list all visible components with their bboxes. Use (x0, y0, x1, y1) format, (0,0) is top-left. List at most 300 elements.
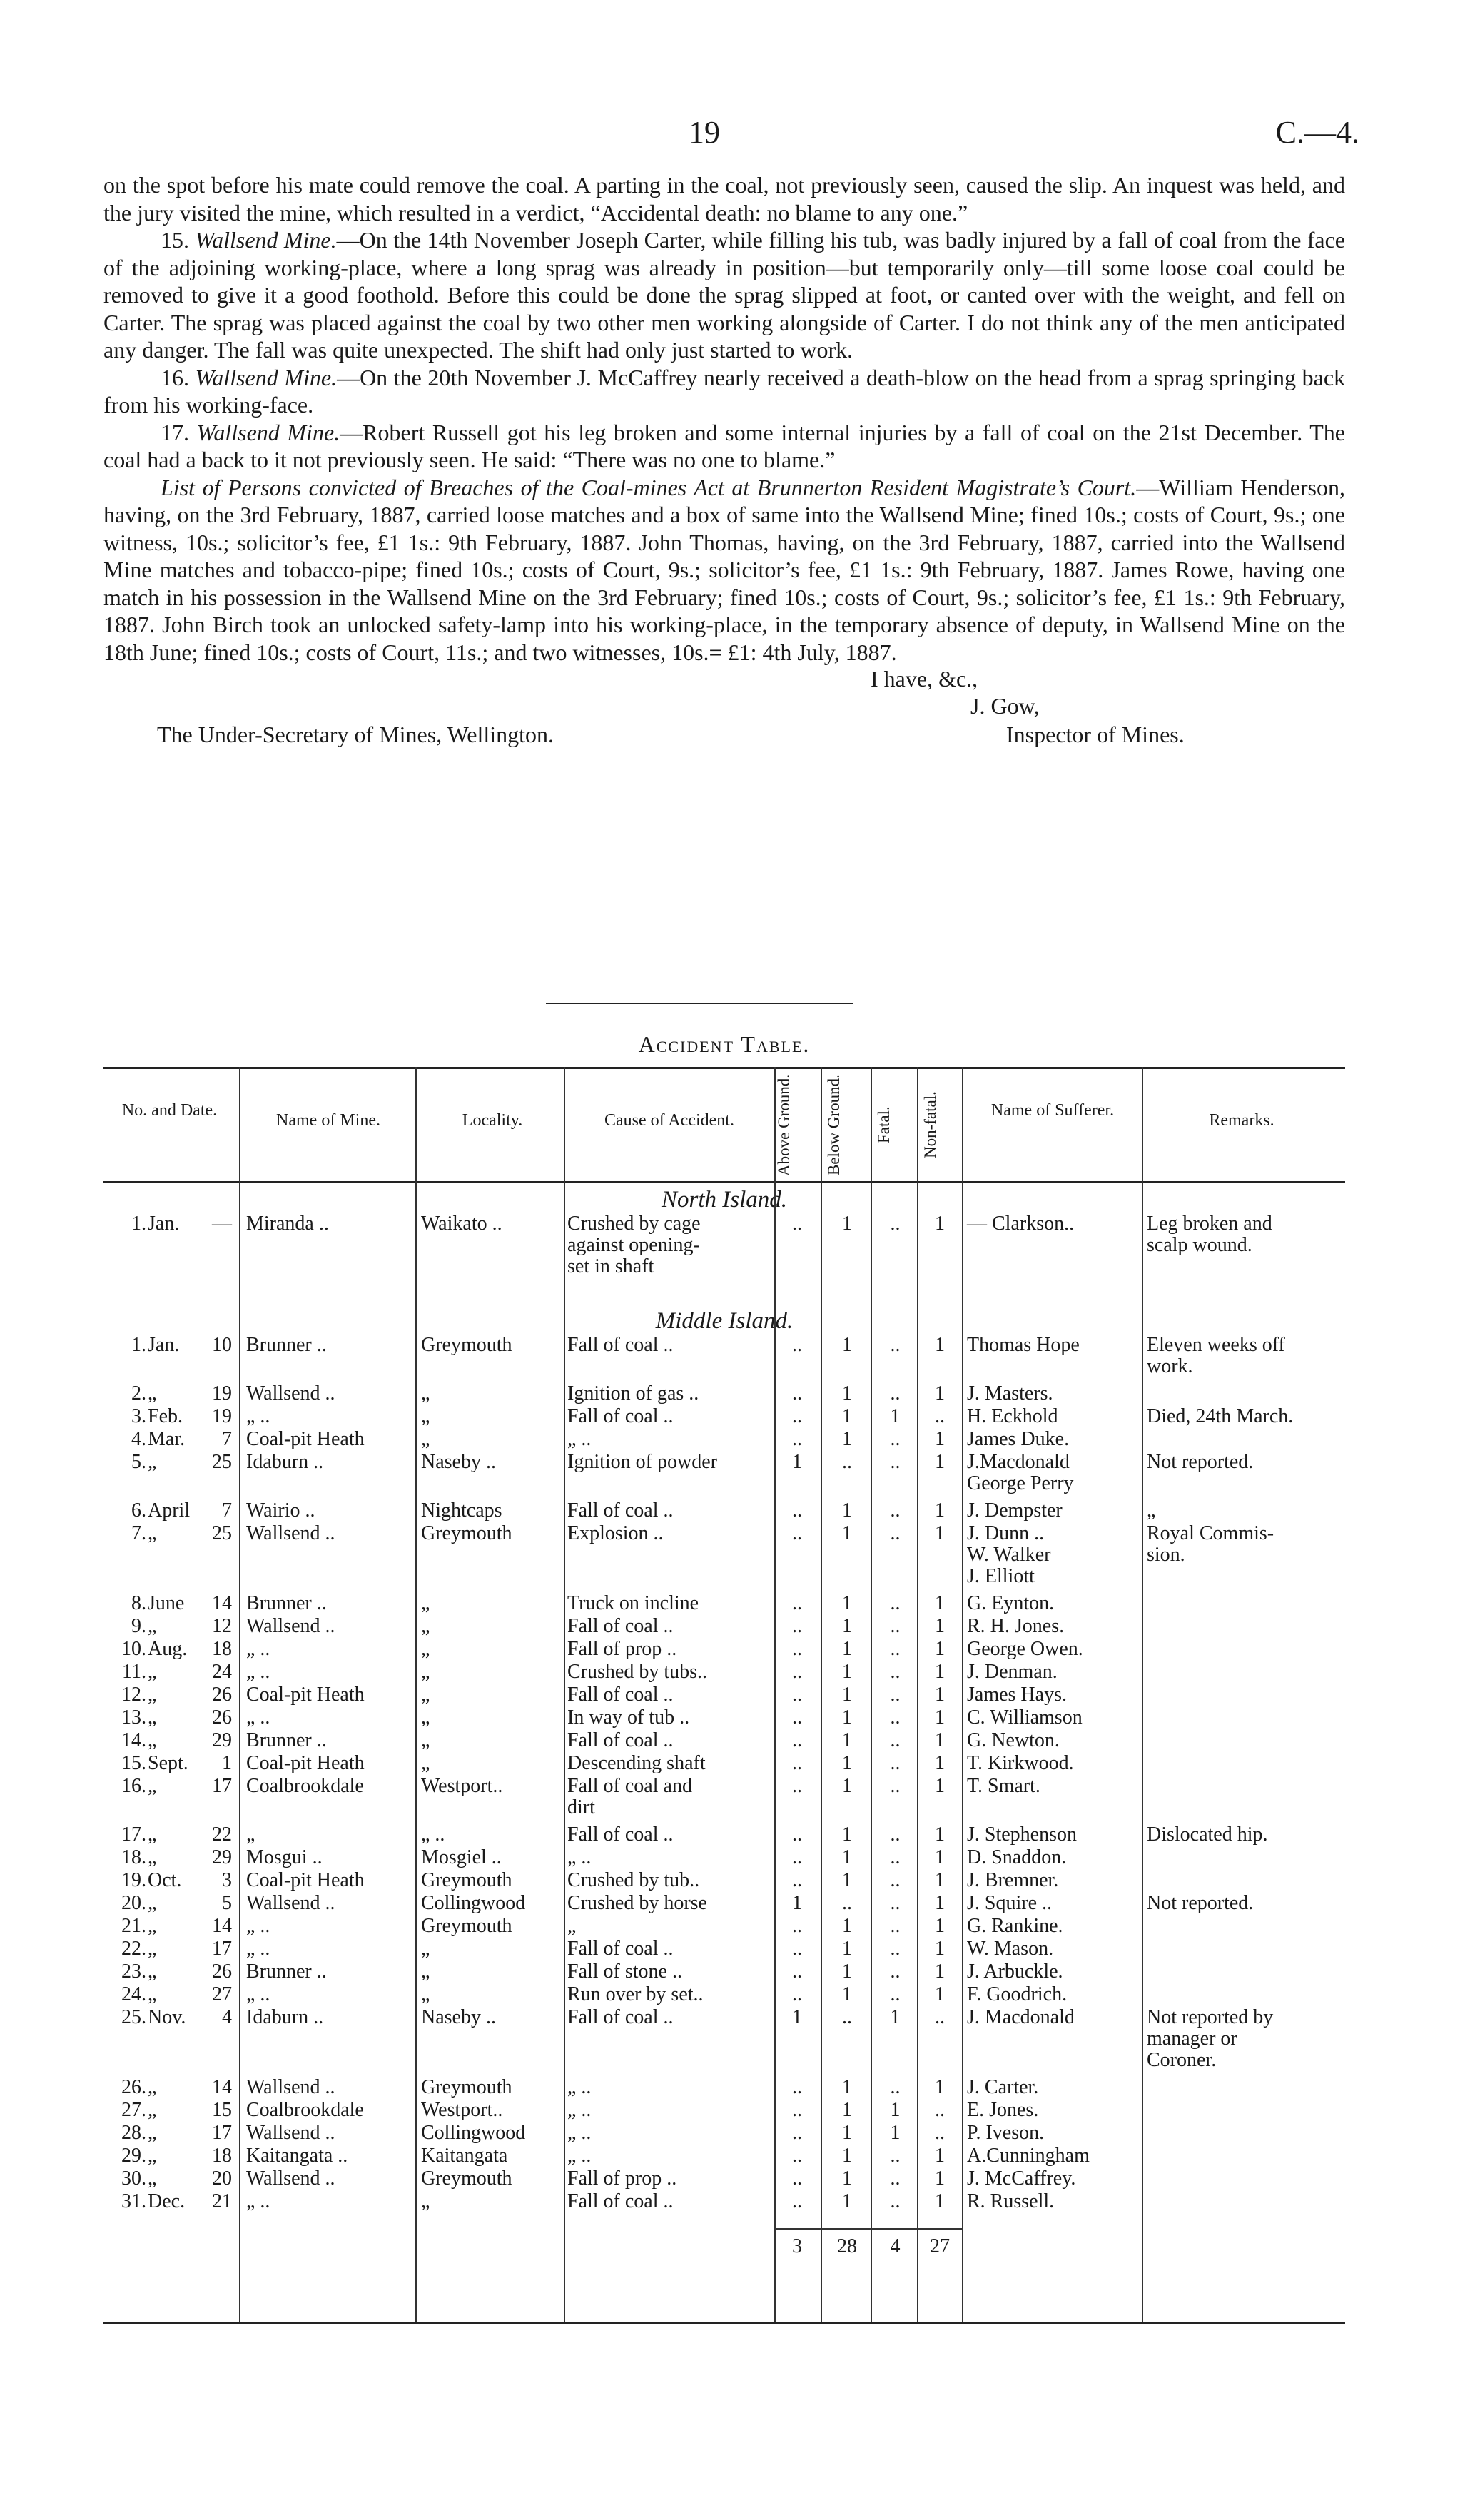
row-remarks: work. (1147, 1355, 1193, 1377)
row-above-ground: .. (792, 2076, 802, 2098)
row-cause: „ .. (567, 2145, 592, 2167)
row-non-fatal: 1 (935, 1522, 945, 1544)
row-mine: Wallsend .. (246, 1382, 335, 1405)
row-locality: „ (421, 1752, 430, 1774)
row-fatal: .. (890, 1661, 901, 1683)
header-mine: Name of Mine. (276, 1111, 380, 1130)
row-day: 17 (212, 2122, 232, 2144)
row-day: 22 (212, 1823, 232, 1846)
row-number: 13. (121, 1706, 146, 1729)
column-divider (821, 1067, 822, 2322)
row-cause: Explosion .. (567, 1522, 664, 1544)
row-above-ground: .. (792, 1915, 802, 1937)
row-non-fatal: .. (935, 2122, 945, 2144)
row-fatal: 1 (890, 2122, 901, 2144)
row-above-ground: .. (792, 1823, 802, 1846)
row-above-ground: .. (792, 1405, 802, 1427)
row-above-ground: .. (792, 1213, 802, 1235)
row-day: 15 (212, 2099, 232, 2121)
row-above-ground: .. (792, 1983, 802, 2005)
row-cause: dirt (567, 1796, 595, 1818)
row-day: 21 (212, 2190, 232, 2212)
row-fatal: .. (890, 1522, 901, 1544)
row-non-fatal: .. (935, 2006, 945, 2028)
row-below-ground: 1 (842, 1938, 852, 1960)
row-day: 1 (222, 1752, 232, 1774)
row-above-ground: .. (792, 2145, 802, 2167)
row-sufferer: G. Eynton. (967, 1592, 1055, 1614)
row-sufferer: J. Elliott (967, 1565, 1035, 1587)
header-below-ground: Below Ground. (825, 1074, 843, 1175)
row-non-fatal: 1 (935, 1706, 945, 1729)
row-non-fatal: 1 (935, 1638, 945, 1660)
row-cause: In way of tub .. (567, 1706, 690, 1729)
row-day: 19 (212, 1382, 232, 1405)
row-above-ground: .. (792, 1706, 802, 1729)
paragraph-lead: Wallsend Mine. (195, 364, 338, 390)
row-below-ground: 1 (842, 1499, 852, 1522)
row-month: „ (148, 1661, 157, 1683)
row-month: „ (148, 1382, 157, 1405)
row-day: 17 (212, 1938, 232, 1960)
row-sufferer: — Clarkson.. (967, 1213, 1075, 1235)
paragraph-lead: List of Persons convicted of Breaches of the Coal-mines Act at Brunnerton Resident Magistrate’s Court. (161, 474, 1137, 500)
row-fatal: .. (890, 1729, 901, 1751)
row-below-ground: 1 (842, 1869, 852, 1891)
row-sufferer: E. Jones. (967, 2099, 1039, 2121)
row-locality: Naseby .. (421, 2006, 496, 2028)
row-number: 5. (131, 1451, 146, 1473)
paragraph-text: —William Henderson, having, on the 3rd February, 1887, carried loose matches and a box of same into the Wallsend Mine; fined 10s.; costs of Court, 9s.; one witness, 10s.; solicitor’s fee, £1 1s.: 9th February, 1887. John Thomas, having, on the 3rd February, 1887, carried into the Wallsend Mine matches and tobacco-pipe; fined 10s.; costs of Court, 9s.; solicitor’s fee, £1 1s.: 9th February, 1887. James Rowe, having one match in his possession in the Wallsend Mine on the 3rd February; fined 10s.; costs of Court, 9s.; solicitor’s fee, £1 1s.: 9th February, 1887. John Birch took an unlocked safety-lamp into his working-place, in the temporary absence of deputy, in Wallsend Mine on the 18th June; fined 10s.; costs of Court, 11s.; and two witnesses, 10s.= £1: 4th July, 1887. (103, 474, 1346, 665)
row-day: 25 (212, 1451, 232, 1473)
row-fatal: .. (890, 1382, 901, 1405)
row-mine: Wallsend .. (246, 2122, 335, 2144)
paragraph-text: —On the 20th November J. McCaffrey nearly received a death-blow on the head from a sprag springing back from his working-face. (103, 364, 1346, 418)
row-number: 21. (121, 1915, 146, 1937)
row-mine: „ (246, 1823, 255, 1846)
row-number: 1. (131, 1213, 146, 1235)
row-cause: Descending shaft (567, 1752, 706, 1774)
row-fatal: .. (890, 2076, 901, 2098)
row-below-ground: 1 (842, 2076, 852, 2098)
row-remarks: Leg broken and (1147, 1213, 1272, 1235)
row-below-ground: 1 (842, 1752, 852, 1774)
row-day: 18 (212, 1638, 232, 1660)
header-cause: Cause of Accident. (604, 1111, 734, 1130)
row-number: 17. (121, 1823, 146, 1846)
row-non-fatal: 1 (935, 1869, 945, 1891)
row-number: 6. (131, 1499, 146, 1522)
row-month: „ (148, 1729, 157, 1751)
row-cause: Run over by set.. (567, 1983, 704, 2005)
row-below-ground: 1 (842, 1334, 852, 1356)
row-above-ground: .. (792, 1752, 802, 1774)
table-top-rule (103, 1067, 1345, 1069)
row-below-ground: .. (842, 2006, 852, 2028)
body-paragraph: 15. Wallsend Mine.—On the 14th November Joseph Carter, while filling his tub, was badly injured by a fall of coal from the face of the adjoining working-place, where a long sprag was already in position—but temporarily only—till some loose coal could be removed to give it a good foothold. Before this could be done the sprag slipped at foot, or canted over with the weight, and fell on Carter. The sprag was placed against the coal by two other men working alongside of Carter. I do not think any of the men anticipated any danger. The fall was quite unexpected. The shift had only just started to work. (103, 227, 1346, 363)
row-locality: „ (421, 1405, 430, 1427)
row-locality: Nightcaps (421, 1499, 502, 1522)
row-fatal: .. (890, 1706, 901, 1729)
column-divider (871, 1067, 872, 2322)
row-month: „ (148, 2122, 157, 2144)
row-cause: Fall of coal and (567, 1775, 692, 1797)
row-non-fatal: 1 (935, 1213, 945, 1235)
row-number: 16. (121, 1775, 146, 1797)
row-mine: Idaburn .. (246, 2006, 324, 2028)
row-cause: Truck on incline (567, 1592, 699, 1614)
row-below-ground: 1 (842, 1706, 852, 1729)
row-above-ground: .. (792, 1869, 802, 1891)
row-fatal: .. (890, 1428, 901, 1450)
section-north-island: North Island. (661, 1187, 788, 1213)
row-month: „ (148, 1522, 157, 1544)
addressee: The Under-Secretary of Mines, Wellington. (157, 722, 554, 747)
row-day: 29 (212, 1846, 232, 1868)
row-month: Jan. (148, 1213, 180, 1235)
column-divider (1142, 1067, 1143, 2322)
row-month: Nov. (148, 2006, 186, 2028)
row-cause: Fall of coal .. (567, 2190, 674, 2212)
row-day: 24 (212, 1661, 232, 1683)
row-number: 10. (121, 1638, 146, 1660)
row-locality: Westport.. (421, 2099, 503, 2121)
signatory-title: Inspector of Mines. (1006, 722, 1185, 747)
row-non-fatal: 1 (935, 1752, 945, 1774)
row-month: Aug. (148, 1638, 188, 1660)
row-month: „ (148, 1615, 157, 1637)
row-month: „ (148, 1983, 157, 2005)
row-cause: Fall of coal .. (567, 1938, 674, 1960)
row-day: 3 (222, 1869, 232, 1891)
row-locality: „ .. (421, 1823, 445, 1846)
row-day: 10 (212, 1334, 232, 1356)
row-fatal: .. (890, 1915, 901, 1937)
row-mine: „ .. (246, 1405, 270, 1427)
signature-block (103, 666, 1345, 766)
row-non-fatal: 1 (935, 1684, 945, 1706)
row-locality: Greymouth (421, 1869, 512, 1891)
row-month: „ (148, 1846, 157, 1868)
row-month: April (148, 1499, 191, 1522)
row-cause: Fall of coal .. (567, 2006, 674, 2028)
row-non-fatal: 1 (935, 1729, 945, 1751)
row-mine: Kaitangata .. (246, 2145, 348, 2167)
row-mine: „ .. (246, 1706, 270, 1729)
header-locality: Locality. (462, 1111, 523, 1130)
row-mine: Coal-pit Heath (246, 1869, 365, 1891)
row-locality: Kaitangata (421, 2145, 508, 2167)
signatory-name: J. Gow, (970, 693, 1040, 719)
row-above-ground: .. (792, 1428, 802, 1450)
row-sufferer: J. Bremner. (967, 1869, 1059, 1891)
row-locality: Greymouth (421, 1522, 512, 1544)
row-month: „ (148, 1706, 157, 1729)
row-above-ground: .. (792, 1499, 802, 1522)
row-mine: „ .. (246, 2190, 270, 2212)
row-day: 26 (212, 1960, 232, 1983)
table-header-rule (103, 1181, 1345, 1183)
row-cause: Crushed by horse (567, 1892, 707, 1914)
row-below-ground: 1 (842, 1846, 852, 1868)
row-number: 28. (121, 2122, 146, 2144)
row-above-ground: .. (792, 1522, 802, 1544)
row-non-fatal: 1 (935, 1592, 945, 1614)
row-remarks: Not reported. (1147, 1892, 1254, 1914)
row-month: „ (148, 1915, 157, 1937)
row-cause: Fall of coal .. (567, 1615, 674, 1637)
row-number: 22. (121, 1938, 146, 1960)
row-locality: Naseby .. (421, 1451, 496, 1473)
row-mine: Coalbrookdale (246, 1775, 364, 1797)
paragraph-lead: Wallsend Mine. (196, 419, 340, 445)
row-above-ground: .. (792, 1615, 802, 1637)
row-below-ground: 1 (842, 1615, 852, 1637)
row-mine: Coal-pit Heath (246, 1428, 365, 1450)
row-sufferer: Thomas Hope (967, 1334, 1080, 1356)
row-cause: „ .. (567, 1846, 592, 1868)
row-number: 4. (131, 1428, 146, 1450)
row-number: 12. (121, 1684, 146, 1706)
table-bottom-rule (103, 2322, 1345, 2324)
row-non-fatal: 1 (935, 1334, 945, 1356)
row-remarks: sion. (1147, 1544, 1185, 1566)
row-mine: Wallsend .. (246, 1892, 335, 1914)
row-locality: „ (421, 1638, 430, 1660)
row-above-ground: .. (792, 1684, 802, 1706)
row-fatal: .. (890, 1846, 901, 1868)
row-cause: Fall of prop .. (567, 1638, 677, 1660)
row-remarks: Coroner. (1147, 2049, 1217, 2071)
row-non-fatal: 1 (935, 1615, 945, 1637)
row-above-ground: 1 (792, 1451, 802, 1473)
header-sufferer: Name of Sufferer. (990, 1101, 1115, 1120)
row-non-fatal: .. (935, 2099, 945, 2121)
row-number: 23. (121, 1960, 146, 1983)
row-cause: Fall of coal .. (567, 1334, 674, 1356)
row-day: 14 (212, 1915, 232, 1937)
row-non-fatal: .. (935, 1405, 945, 1427)
row-locality: Mosgiel .. (421, 1846, 502, 1868)
row-below-ground: 1 (842, 1405, 852, 1427)
body-text (103, 171, 1345, 666)
row-above-ground: .. (792, 1382, 802, 1405)
row-month: „ (148, 2145, 157, 2167)
row-locality: Collingwood (421, 2122, 526, 2144)
row-number: 29. (121, 2145, 146, 2167)
row-remarks: manager or (1147, 2028, 1237, 2050)
row-number: 18. (121, 1846, 146, 1868)
closing: I have, &c., (871, 666, 978, 692)
header-non-fatal: Non-fatal. (921, 1091, 939, 1158)
row-fatal: .. (890, 1775, 901, 1797)
row-mine: „ .. (246, 1938, 270, 1960)
row-day: 20 (212, 2167, 232, 2190)
row-month: Oct. (148, 1869, 182, 1891)
table-title: Accident Table. (638, 1031, 811, 1057)
row-remarks: „ (1147, 1499, 1156, 1522)
row-locality: Greymouth (421, 1334, 512, 1356)
row-sufferer: P. Iveson. (967, 2122, 1045, 2144)
row-cause: „ .. (567, 1428, 592, 1450)
column-divider (564, 1067, 565, 2322)
row-above-ground: .. (792, 1938, 802, 1960)
row-non-fatal: 1 (935, 1451, 945, 1473)
row-below-ground: 1 (842, 1823, 852, 1846)
row-fatal: 1 (890, 1405, 901, 1427)
row-non-fatal: 1 (935, 2190, 945, 2212)
row-below-ground: 1 (842, 1638, 852, 1660)
row-day: 14 (212, 2076, 232, 2098)
row-cause: Crushed by tub.. (567, 1869, 700, 1891)
row-sufferer: R. H. Jones. (967, 1615, 1065, 1637)
total-below: 28 (837, 2235, 857, 2257)
row-sufferer: R. Russell. (967, 2190, 1055, 2212)
row-below-ground: 1 (842, 1213, 852, 1235)
row-above-ground: .. (792, 1846, 802, 1868)
row-number: 1. (131, 1334, 146, 1356)
row-sufferer: J. Arbuckle. (967, 1960, 1063, 1983)
row-cause: Fall of stone .. (567, 1960, 682, 1983)
row-number: 3. (131, 1405, 146, 1427)
row-fatal: .. (890, 1752, 901, 1774)
row-mine: Brunner .. (246, 1334, 327, 1356)
row-above-ground: .. (792, 1638, 802, 1660)
row-locality: Greymouth (421, 1915, 512, 1937)
row-mine: „ .. (246, 1915, 270, 1937)
row-number: 31. (121, 2190, 146, 2212)
row-below-ground: .. (842, 1451, 852, 1473)
row-locality: „ (421, 2190, 430, 2212)
row-mine: Mosgui .. (246, 1846, 323, 1868)
row-fatal: .. (890, 1615, 901, 1637)
body-paragraph (103, 474, 1345, 667)
row-fatal: .. (890, 2167, 901, 2190)
column-divider (962, 1067, 963, 2322)
row-above-ground: .. (792, 2099, 802, 2121)
row-mine: Coal-pit Heath (246, 1752, 365, 1774)
row-below-ground: 1 (842, 1775, 852, 1797)
row-number: 30. (121, 2167, 146, 2190)
row-fatal: .. (890, 1684, 901, 1706)
row-non-fatal: 1 (935, 1775, 945, 1797)
header-no-date: No. and Date. (121, 1101, 218, 1120)
row-locality: „ (421, 1661, 430, 1683)
document-reference: C.—4. (1275, 115, 1359, 150)
row-cause: Crushed by cage (567, 1213, 701, 1235)
row-number: 8. (131, 1592, 146, 1614)
row-locality: „ (421, 1382, 430, 1405)
row-sufferer: J. Masters. (967, 1382, 1053, 1405)
row-sufferer: George Perry (967, 1472, 1074, 1494)
row-day: 4 (222, 2006, 232, 2028)
row-locality: „ (421, 1729, 430, 1751)
row-non-fatal: 1 (935, 1892, 945, 1914)
row-non-fatal: 1 (935, 1382, 945, 1405)
row-remarks: Not reported. (1147, 1451, 1254, 1473)
total-fatal: 4 (890, 2235, 901, 2257)
row-below-ground: 1 (842, 1428, 852, 1450)
row-locality: Greymouth (421, 2076, 512, 2098)
row-below-ground: 1 (842, 1960, 852, 1983)
row-locality: „ (421, 1983, 430, 2005)
row-non-fatal: 1 (935, 1983, 945, 2005)
row-locality: „ (421, 1428, 430, 1450)
row-month: „ (148, 2099, 157, 2121)
accident-table (103, 1067, 1345, 2337)
row-remarks: Not reported by (1147, 2006, 1274, 2028)
row-sufferer: T. Kirkwood. (967, 1752, 1074, 1774)
row-cause: „ .. (567, 2076, 592, 2098)
row-above-ground: .. (792, 1960, 802, 1983)
row-mine: „ .. (246, 1983, 270, 2005)
row-fatal: .. (890, 1983, 901, 2005)
row-sufferer: George Owen. (967, 1638, 1083, 1660)
row-day: 14 (212, 1592, 232, 1614)
row-number: 19. (121, 1869, 146, 1891)
row-mine: „ .. (246, 1661, 270, 1683)
row-non-fatal: 1 (935, 1661, 945, 1683)
row-mine: Wallsend .. (246, 2167, 335, 2190)
row-sufferer: J. Dempster (967, 1499, 1063, 1522)
row-month: June (148, 1592, 185, 1614)
row-cause: Fall of coal .. (567, 1499, 674, 1522)
row-non-fatal: 1 (935, 1846, 945, 1868)
row-sufferer: T. Smart. (967, 1775, 1040, 1797)
row-sufferer: G. Newton. (967, 1729, 1060, 1751)
row-fatal: 1 (890, 2099, 901, 2121)
row-non-fatal: 1 (935, 1960, 945, 1983)
row-sufferer: D. Snaddon. (967, 1846, 1067, 1868)
row-day: 5 (222, 1892, 232, 1914)
row-number: 9. (131, 1615, 146, 1637)
row-month: „ (148, 1684, 157, 1706)
row-below-ground: 1 (842, 1729, 852, 1751)
row-below-ground: 1 (842, 2145, 852, 2167)
row-cause: „ (567, 1915, 577, 1937)
row-fatal: .. (890, 1960, 901, 1983)
row-number: 25. (121, 2006, 146, 2028)
row-day: 26 (212, 1706, 232, 1729)
row-mine: Coal-pit Heath (246, 1684, 365, 1706)
row-non-fatal: 1 (935, 2167, 945, 2190)
row-month: Feb. (148, 1405, 183, 1427)
row-fatal: .. (890, 1823, 901, 1846)
row-mine: Brunner .. (246, 1592, 327, 1614)
row-above-ground: .. (792, 2190, 802, 2212)
row-fatal: .. (890, 1592, 901, 1614)
page-header (103, 107, 1359, 171)
row-fatal: .. (890, 2190, 901, 2212)
body-paragraph: 17. Wallsend Mine.—Robert Russell got his leg broken and some internal injuries by a fall of coal on the 21st December. The coal had a back to it not previously seen. He said: “There was no one to blame.” (103, 419, 1346, 472)
row-below-ground: 1 (842, 1915, 852, 1937)
row-non-fatal: 1 (935, 2145, 945, 2167)
row-fatal: .. (890, 1638, 901, 1660)
row-fatal: .. (890, 1499, 901, 1522)
row-locality: „ (421, 1684, 430, 1706)
row-mine: Miranda .. (246, 1213, 329, 1235)
row-sufferer: A.Cunningham (967, 2145, 1090, 2167)
row-locality: „ (421, 1706, 430, 1729)
row-sufferer: J. Macdonald (967, 2006, 1075, 2028)
row-mine: Coalbrookdale (246, 2099, 364, 2121)
row-fatal: .. (890, 1869, 901, 1891)
row-fatal: .. (890, 1334, 901, 1356)
row-month: „ (148, 1938, 157, 1960)
row-fatal: .. (890, 2145, 901, 2167)
row-fatal: .. (890, 1938, 901, 1960)
row-non-fatal: 1 (935, 1499, 945, 1522)
